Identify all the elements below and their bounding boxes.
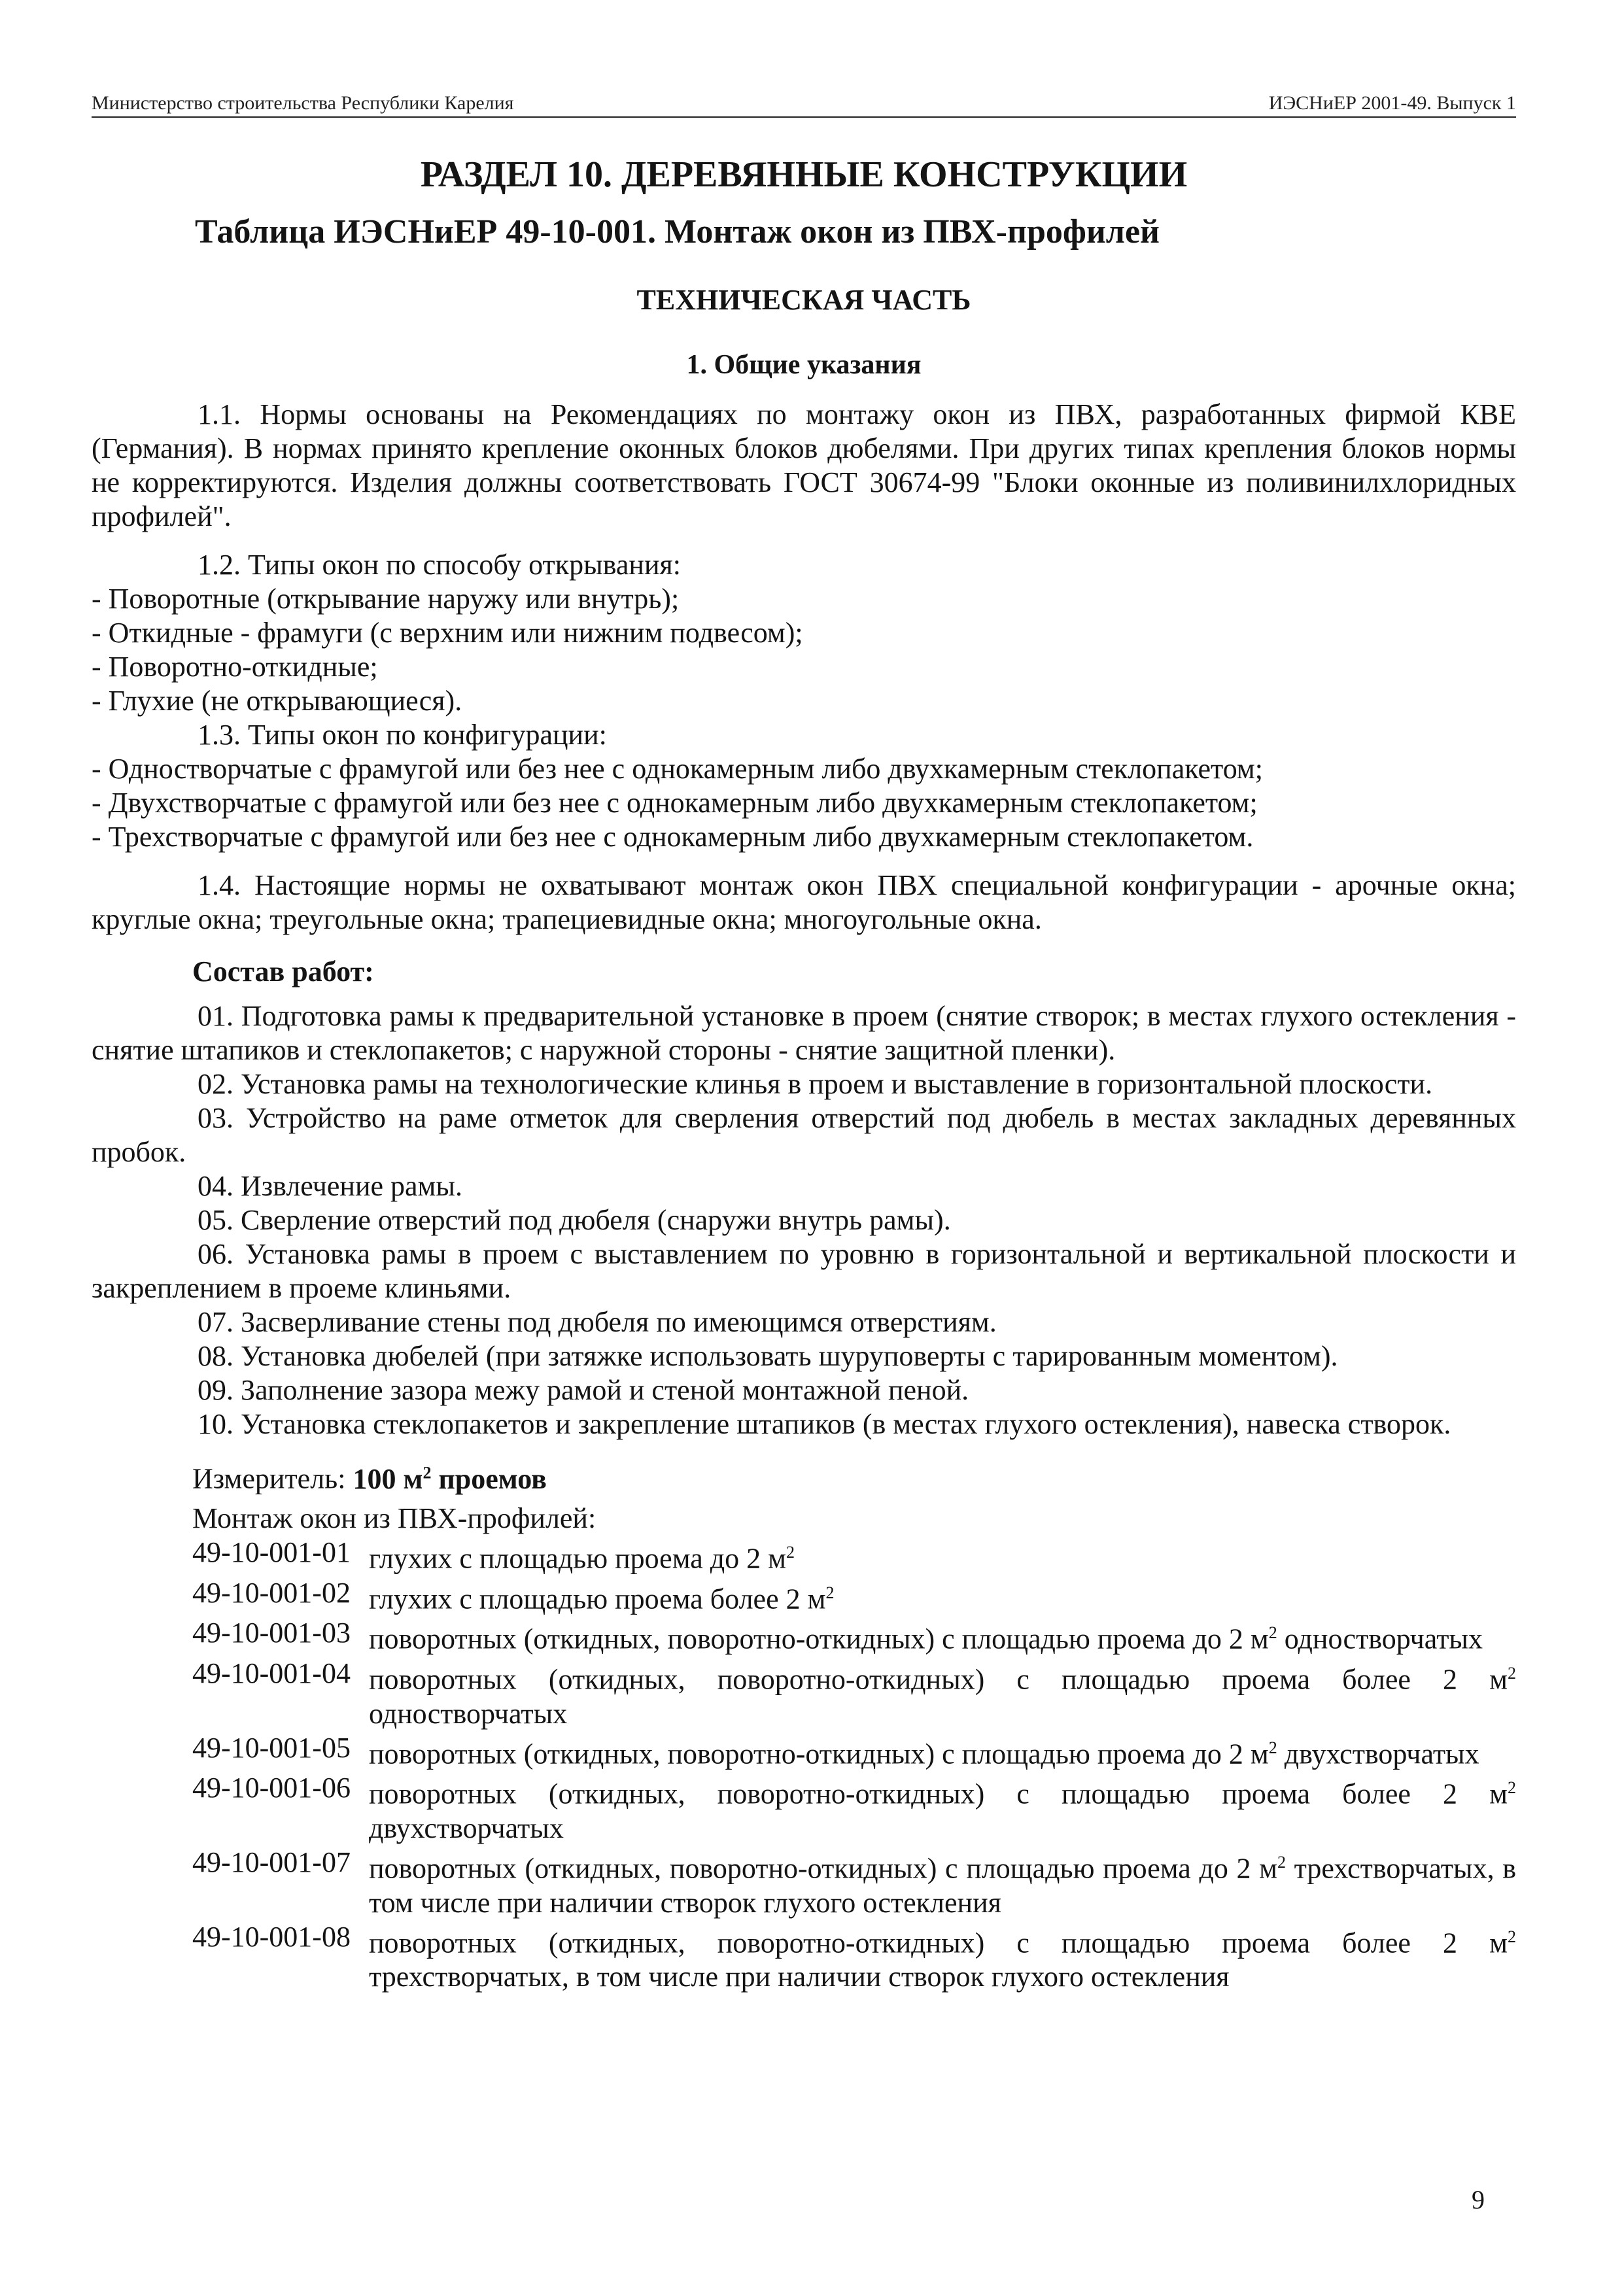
work-step: 07. Засверливание стены под дюбеля по имеющимся отверстиям. (198, 1306, 997, 1338)
paragraph-1-1: 1.1. Нормы основаны на Рекомендациях по монтажу окон из ПВХ, разработанных фирмой КВЕ (Германия). В нормах принято крепление оконных блоков дюбелями. При других типах крепления блоков нормы не корректируются. Изделия должны соответствовать ГОСТ 30674-99 "Блоки оконные из поливинилхлоридных профилей". (92, 398, 1516, 532)
header-ministry: Министерство строительства Республики Карелия (92, 92, 514, 114)
code-desc-sup: 2 (825, 1583, 835, 1602)
list-item: - Поворотные (открывание наружу или внутрь); (92, 583, 680, 615)
meter-value (353, 1463, 546, 1495)
code-desc-tail: трехстворчатых, в том числе при наличии створок глухого остекления (369, 1961, 1230, 1993)
table-title: Таблица ИЭСНиЕР 49-10-001. Монтаж окон из ПВХ-профилей (195, 213, 1160, 250)
code-number: 49-10-001-08 (192, 1920, 351, 1953)
list-item: - Трехстворчатые с фрамугой или без нее с однокамерным либо двухкамерным стеклопакетом. (92, 821, 1254, 853)
work-step: 08. Установка дюбелей (при затяжке использовать шуруповерты с тарированным моментом). (198, 1340, 1338, 1372)
list-item: - Поворотно-откидные; (92, 651, 378, 683)
work-step: 09. Заполнение зазора межу рамой и стеной монтажной пеной. (198, 1374, 969, 1406)
work-step: 06. Установка рамы в проем с выставлением по уровню в горизонтальной и вертикальной плоскости и закреплением в проеме клиньями. (92, 1238, 1516, 1304)
code-number: 49-10-001-02 (192, 1576, 351, 1609)
general-heading: 1. Общие указания (686, 350, 922, 380)
open-types-list (92, 582, 1516, 718)
code-desc-text: поворотных (откидных, поворотно-откидных) с площадью проема более 2 м (369, 1778, 1508, 1810)
running-header (92, 92, 1516, 118)
code-row (192, 1576, 1516, 1617)
codes-list (92, 1502, 1516, 1994)
code-number: 49-10-001-06 (192, 1772, 351, 1804)
work-step: 02. Установка рамы на технологические клинья в проем и выставление в горизонтальной плоскости. (198, 1068, 1433, 1100)
code-description (369, 1657, 1516, 1731)
code-description (369, 1731, 1516, 1772)
code-desc-tail: одностворчатых (1277, 1623, 1483, 1655)
code-description (369, 1576, 1516, 1617)
code-desc-text: поворотных (откидных, поворотно-откидных) с площадью проема до 2 м (369, 1623, 1269, 1655)
header-catalog: ИЭСНиЕР 2001-49. Выпуск 1 (1268, 92, 1516, 114)
work-step: 04. Извлечение рамы. (198, 1170, 462, 1202)
paragraph-1-3: 1.3. Типы окон по конфигурации: (198, 719, 607, 751)
section-title: РАЗДЕЛ 10. ДЕРЕВЯННЫЕ КОНСТРУКЦИИ (420, 154, 1188, 195)
work-step: 10. Установка стеклопакетов и закрепление штапиков (в местах глухого остекления), навеска створок. (198, 1408, 1451, 1440)
list-item: - Одностворчатые с фрамугой или без нее с однокамерным либо двухкамерным стеклопакетом; (92, 753, 1263, 785)
codes-rows (192, 1536, 1516, 1994)
work-step: 03. Устройство на раме отметок для сверления отверстий под дюбель в местах закладных деревянных пробок. (92, 1102, 1516, 1168)
code-description (369, 1920, 1516, 1995)
code-row (192, 1771, 1516, 1846)
code-desc-sup: 2 (1508, 1778, 1516, 1798)
code-description (369, 1536, 1516, 1576)
code-desc-text: поворотных (откидных, поворотно-откидных) с площадью проема более 2 м (369, 1663, 1508, 1696)
paragraph-1-4: 1.4. Настоящие нормы не охватывают монтаж окон ПВХ специальной конфигурации - арочные окна; круглые окна; треугольные окна; трапециевидные окна; многоугольные окна. (92, 869, 1516, 935)
code-row (192, 1731, 1516, 1772)
code-desc-text: поворотных (откидных, поворотно-откидных) с площадью проема более 2 м (369, 1927, 1508, 1959)
code-row (192, 1657, 1516, 1731)
code-number: 49-10-001-01 (192, 1536, 351, 1568)
work-step: 05. Сверление отверстий под дюбеля (снаружи внутрь рамы). (198, 1204, 951, 1236)
meter-unit: проемов (431, 1462, 547, 1495)
config-types-list (92, 752, 1516, 854)
code-description (369, 1616, 1516, 1657)
list-item: - Глухие (не открывающиеся). (92, 685, 462, 717)
code-desc-sup: 2 (1268, 1738, 1277, 1757)
work-step: 01. Подготовка рамы к предварительной установке в проем (снятие створок; в местах глухого остекления - снятие штапиков и стеклопакетов; с наружной стороны - снятие защитной пленки). (92, 1000, 1516, 1066)
list-item: - Откидные - фрамуги (с верхним или нижним подвесом); (92, 617, 803, 649)
code-row (192, 1846, 1516, 1920)
list-item: - Двухстворчатые с фрамугой или без нее с однокамерным либо двухкамерным стеклопакетом; (92, 787, 1258, 819)
works-heading: Состав работ: (192, 955, 374, 988)
page-number: 9 (1472, 2185, 1485, 2214)
meter-value-text: 100 м (353, 1462, 423, 1495)
code-desc-sup: 2 (1508, 1927, 1516, 1946)
code-row (192, 1920, 1516, 1995)
code-number: 49-10-001-07 (192, 1846, 351, 1878)
code-description (369, 1771, 1516, 1846)
code-desc-text: поворотных (откидных, поворотно-откидных) с площадью проема до 2 м (369, 1738, 1269, 1770)
code-desc-sup: 2 (1277, 1852, 1287, 1872)
code-desc-text: поворотных (откидных, поворотно-откидных) с площадью проема до 2 м (369, 1852, 1278, 1885)
meter-sup: 2 (423, 1463, 432, 1482)
code-desc-tail: трехстворчатых, в том числе при наличии створок глухого остекления (369, 1852, 1516, 1919)
code-desc-sup: 2 (1508, 1663, 1516, 1683)
code-number: 49-10-001-03 (192, 1617, 351, 1649)
code-desc-text: глухих с площадью проема более 2 м (369, 1583, 826, 1615)
code-number: 49-10-001-05 (192, 1731, 351, 1764)
code-row (192, 1616, 1516, 1657)
meter-label: Измеритель: (192, 1462, 353, 1495)
codes-intro: Монтаж окон из ПВХ-профилей: (192, 1502, 596, 1534)
code-number: 49-10-001-04 (192, 1657, 351, 1689)
code-desc-text: глухих с площадью проема до 2 м (369, 1542, 786, 1575)
tech-part-title: ТЕХНИЧЕСКАЯ ЧАСТЬ (636, 284, 971, 316)
code-desc-sup: 2 (786, 1543, 795, 1562)
code-description (369, 1846, 1516, 1920)
paragraph-1-2: 1.2. Типы окон по способу открывания: (198, 549, 681, 581)
code-desc-sup: 2 (1268, 1623, 1277, 1643)
code-desc-tail: одностворчатых (369, 1697, 568, 1730)
code-row (192, 1536, 1516, 1576)
code-desc-tail: двухстворчатых (1277, 1738, 1479, 1770)
code-desc-tail: двухстворчатых (369, 1812, 564, 1844)
meter-line (92, 1449, 1516, 1496)
page-content (92, 152, 1516, 1994)
